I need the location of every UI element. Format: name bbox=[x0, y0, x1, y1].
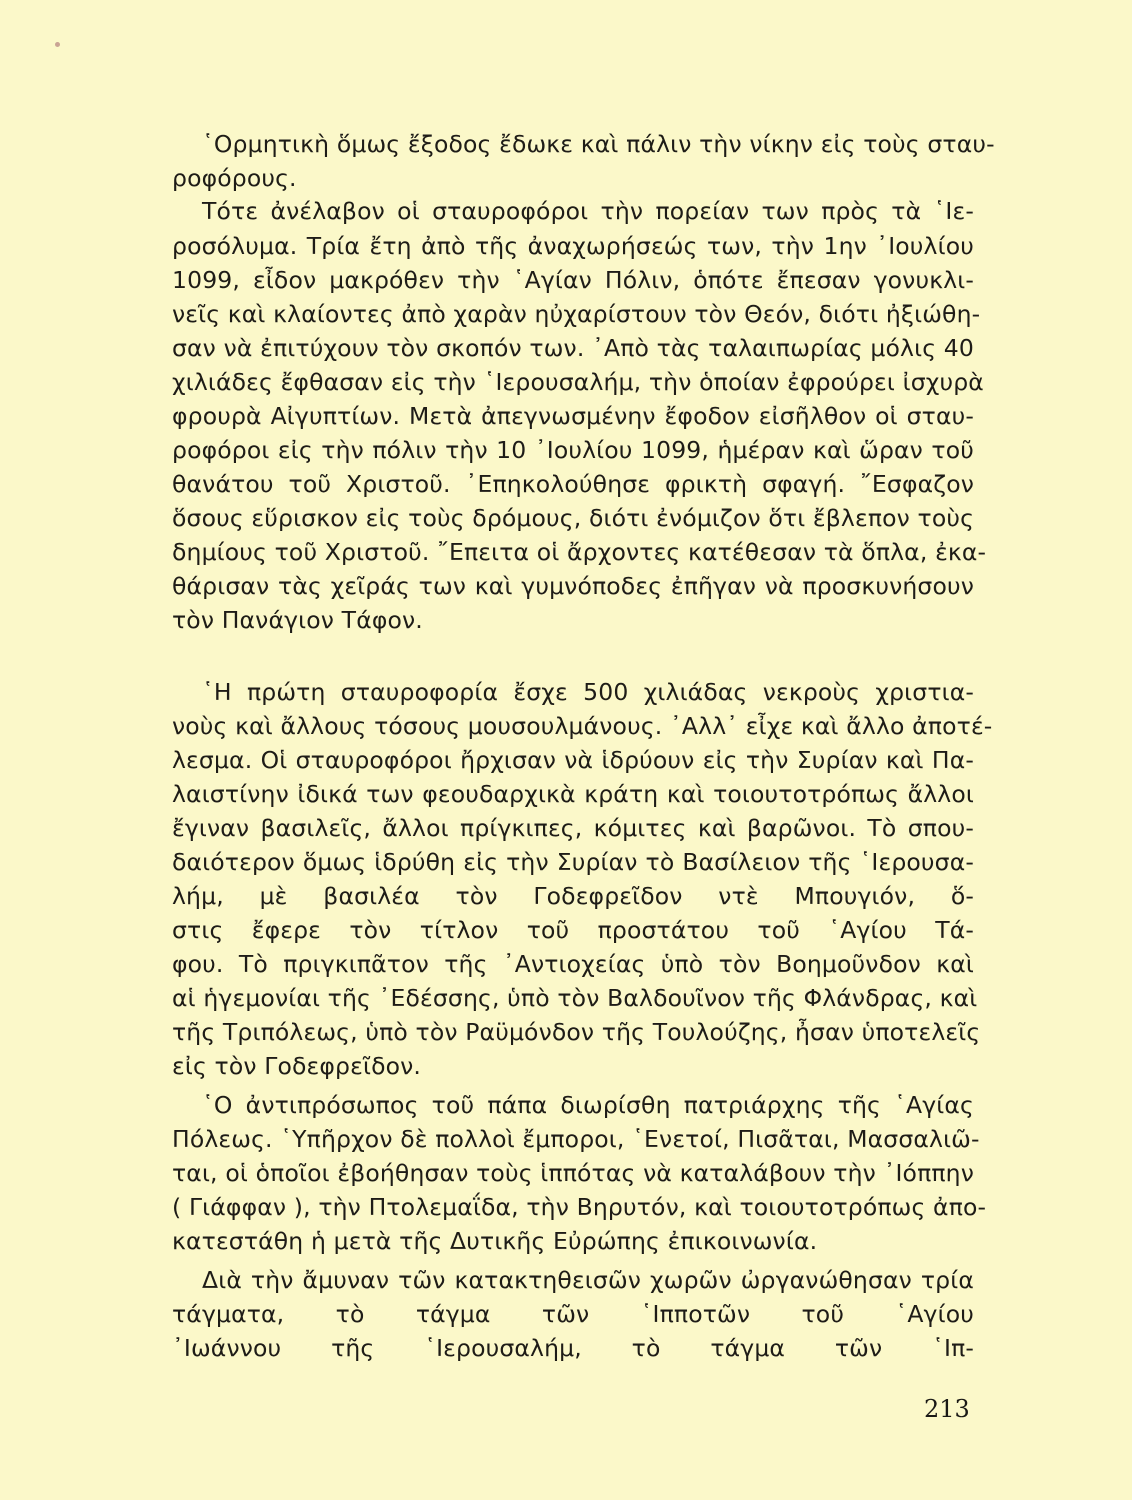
text-line: ροσόλυμα. Τρία ἔτη ἀπὸ τῆς ἀναχωρήσεώς των, τὴν 1ην ᾿Ιουλίου bbox=[172, 232, 974, 260]
text-line: χιλιάδες ἔφθασαν εἰς τὴν ῾Ιερουσαλήμ, τὴν ὁποίαν ἐφρούρει ἰσχυρὰ bbox=[172, 368, 984, 396]
text-line: 1099, εἶδον μακρόθεν τὴν ῾Αγίαν Πόλιν, ὁπότε ἔπεσαν γονυκλι- bbox=[172, 266, 974, 294]
text-line: νεῖς καὶ κλαίοντες ἀπὸ χαρὰν ηὐχαρίστουν τὸν Θεόν, διότι ἠξιώθη- bbox=[172, 300, 981, 328]
text-line: Τότε ἀνέλαβον οἱ σταυροφόροι τὴν πορείαν των πρὸς τὰ ῾Ιε- bbox=[202, 197, 974, 225]
text-line: λεσμα. Οἱ σταυροφόροι ἤρχισαν νὰ ἱδρύουν εἰς τὴν Συρίαν καὶ Πα- bbox=[172, 746, 974, 774]
text-line: ῾Ορμητικὴ ὅμως ἔξοδος ἔδωκε καὶ πάλιν τὴν νίκην εἰς τοὺς σταυ- bbox=[202, 130, 995, 158]
text-line: δημίους τοῦ Χριστοῦ. ῎Επειτα οἱ ἄρχοντες κατέθεσαν τὰ ὅπλα, ἐκα- bbox=[172, 538, 987, 566]
text-line: θάρισαν τὰς χεῖράς των καὶ γυμνόποδες ἐπῆγαν νὰ προσκυνήσουν bbox=[172, 572, 974, 600]
text-line: αἱ ἡγεμονίαι τῆς ᾿Εδέσσης, ὑπὸ τὸν Βαλδουῖνον τῆς Φλάνδρας, καὶ bbox=[172, 984, 978, 1012]
text-line: θανάτου τοῦ Χριστοῦ. ᾿Επηκολούθησε φρικτὴ σφαγή. ῎Εσφαζον bbox=[172, 470, 974, 498]
text-line: τάγματα, τὸ τάγμα τῶν ῾Ιπποτῶν τοῦ ῾Αγίου bbox=[172, 1300, 974, 1328]
page-number: 213 bbox=[924, 1395, 970, 1423]
text-line: ροφόροι εἰς τὴν πόλιν τὴν 10 ᾿Ιουλίου 1099, ἡμέραν καὶ ὥραν τοῦ bbox=[172, 436, 974, 464]
text-line: ται, οἱ ὁποῖοι ἐβοήθησαν τοὺς ἱππότας νὰ καταλάβουν τὴν ᾿Ιόππην bbox=[172, 1159, 974, 1187]
text-line: λαιστίνην ἰδικά των φεουδαρχικὰ κράτη καὶ τοιουτοτρόπως ἄλλοι bbox=[172, 780, 974, 808]
text-line: ῾Η πρώτη σταυροφορία ἔσχε 500 χιλιάδας νεκροὺς χριστια- bbox=[202, 678, 974, 706]
text-line: τῆς Τριπόλεως, ὑπὸ τὸν Ραϋμόνδον τῆς Τουλούζης, ἦσαν ὑποτελεῖς bbox=[172, 1018, 981, 1046]
text-line: φου. Τὸ πριγκιπᾶτον τῆς ᾿Αντιοχείας ὑπὸ τὸν Βοημοῦνδον καὶ bbox=[172, 950, 974, 978]
text-line: ῾Ο ἀντιπρόσωπος τοῦ πάπα διωρίσθη πατριάρχης τῆς ῾Αγίας bbox=[202, 1091, 974, 1119]
text-line: κατεστάθη ἡ μετὰ τῆς Δυτικῆς Εὐρώπης ἐπικοινωνία. bbox=[172, 1227, 818, 1255]
text-line: ᾿Ιωάννου τῆς ῾Ιερουσαλήμ, τὸ τάγμα τῶν ῾Ιπ- bbox=[172, 1334, 974, 1362]
text-line: δαιότερον ὅμως ἱδρύθη εἰς τὴν Συρίαν τὸ Βασίλειον τῆς ῾Ιερουσα- bbox=[172, 848, 974, 876]
text-line: Πόλεως. ῾Υπῆρχον δὲ πολλοὶ ἔμποροι, ῾Ενετοί, Πισᾶται, Μασσαλιῶ- bbox=[172, 1125, 980, 1153]
text-line: στις ἔφερε τὸν τίτλον τοῦ προστάτου τοῦ ῾Αγίου Τά- bbox=[172, 916, 974, 944]
text-line: τὸν Πανάγιον Τάφον. bbox=[172, 606, 423, 634]
text-line: Διὰ τὴν ἄμυναν τῶν κατακτηθεισῶν χωρῶν ὠργανώθησαν τρία bbox=[202, 1266, 974, 1294]
text-line: ( Γιάφφαν ), τὴν Πτολεμαΐδα, τὴν Βηρυτόν, καὶ τοιουτοτρόπως ἀπο- bbox=[172, 1193, 987, 1221]
text-line: ροφόρους. bbox=[172, 164, 297, 192]
text-line: φρουρὰ Αἰγυπτίων. Μετὰ ἀπεγνωσμένην ἔφοδον εἰσῆλθον οἱ σταυ- bbox=[172, 402, 974, 430]
text-line: σαν νὰ ἐπιτύχουν τὸν σκοπόν των. ᾿Απὸ τὰς ταλαιπωρίας μόλις 40 bbox=[172, 334, 974, 362]
text-line: νοὺς καὶ ἄλλους τόσους μουσουλμάνους. ᾿Αλλ᾿ εἶχε καὶ ἄλλο ἀποτέ- bbox=[172, 712, 993, 740]
text-line: ἔγιναν βασιλεῖς, ἄλλοι πρίγκιπες, κόμιτες καὶ βαρῶνοι. Τὸ σπου- bbox=[172, 814, 974, 842]
paper-speck bbox=[55, 42, 60, 47]
text-line: εἰς τὸν Γοδεφρεῖδον. bbox=[172, 1052, 422, 1080]
text-line: ὅσους εὕρισκον εἰς τοὺς δρόμους, διότι ἐνόμιζον ὅτι ἔβλεπον τοὺς bbox=[172, 504, 975, 532]
text-line: λήμ, μὲ βασιλέα τὸν Γοδεφρεῖδον ντὲ Μπουγιόν, ὅ- bbox=[172, 882, 974, 910]
